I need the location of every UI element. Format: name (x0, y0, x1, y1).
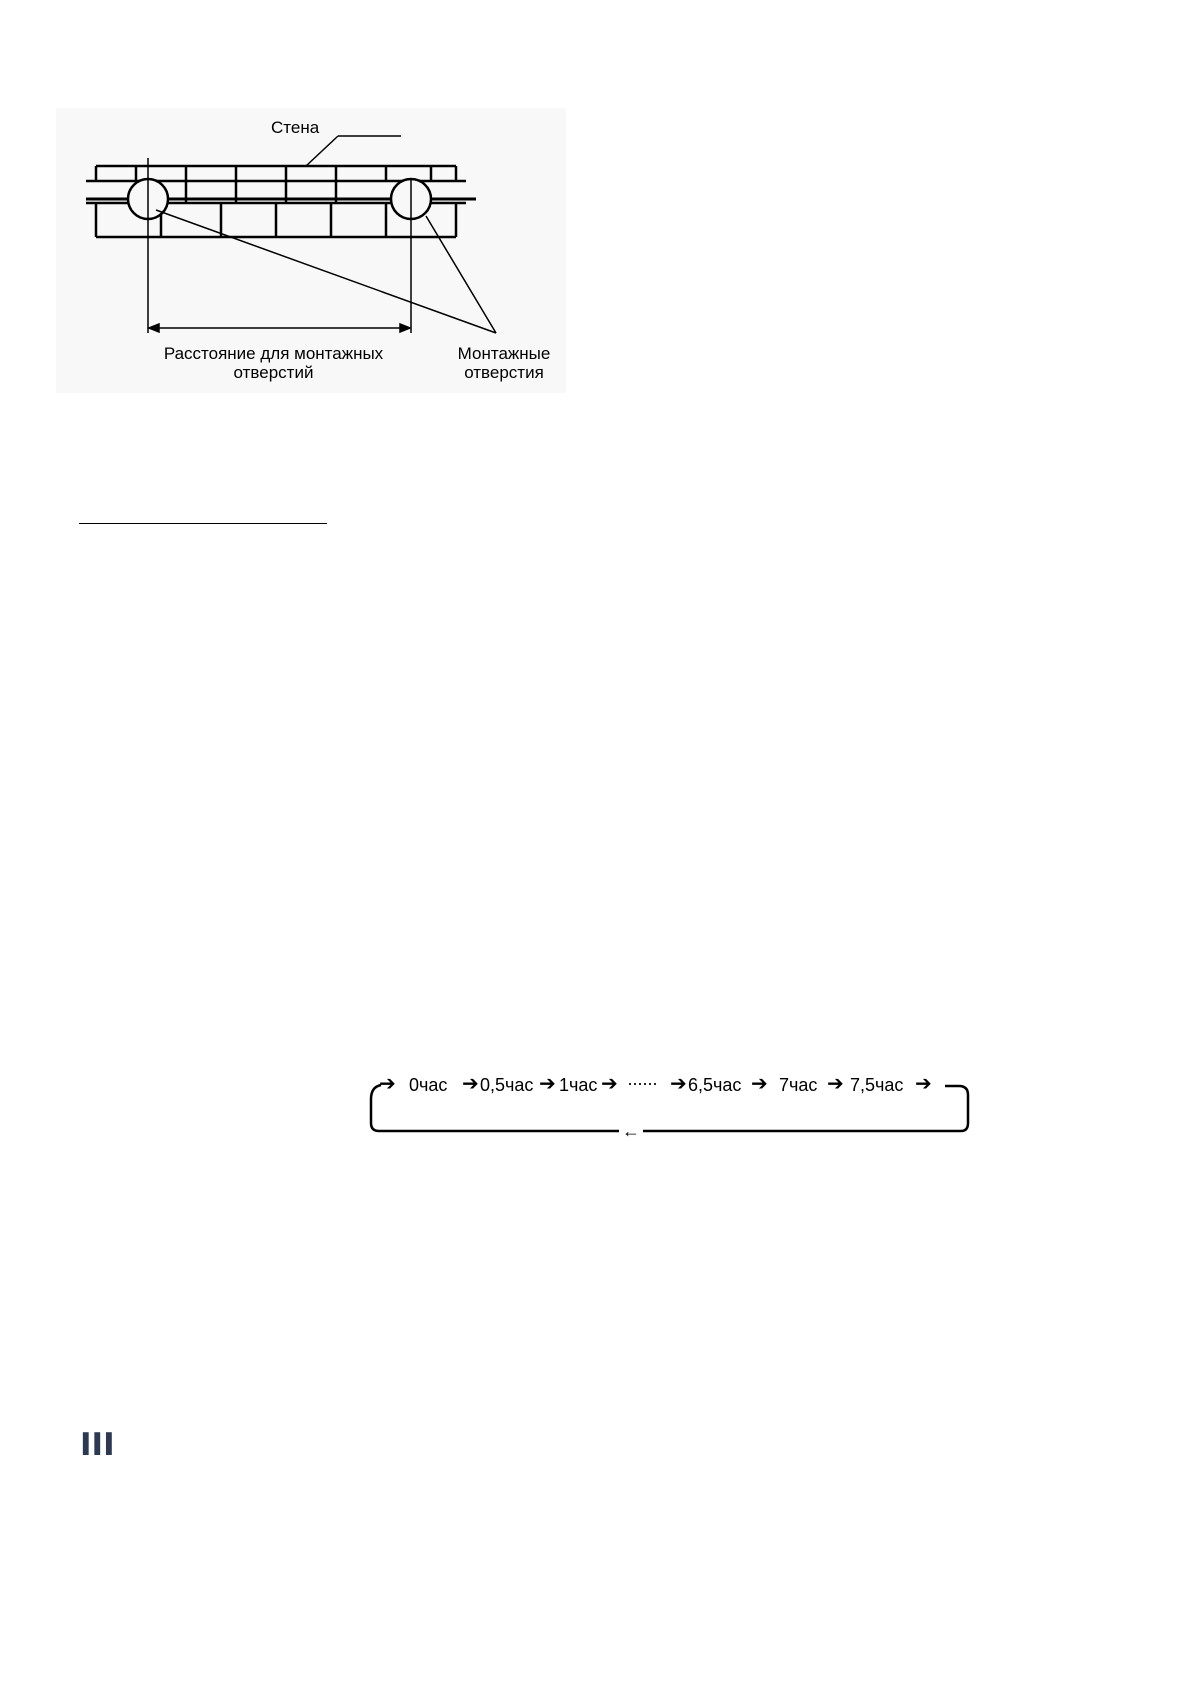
cycle-step: 6,5час (688, 1075, 742, 1095)
cycle-step: 1час (559, 1075, 598, 1095)
timer-cycle-diagram (365, 1065, 975, 1141)
cycle-step: 0час (409, 1075, 448, 1095)
holes-label-line1: Монтажные (457, 344, 551, 363)
holes-label-line2: отверстия (464, 363, 544, 382)
wall-mounting-diagram (56, 108, 566, 393)
right-arrow-icon: ➔ (601, 1073, 618, 1095)
right-arrow-icon: ➔ (827, 1073, 844, 1095)
right-arrow-icon: ➔ (670, 1073, 687, 1095)
cycle-step: 0,5час (480, 1075, 534, 1095)
wall-label: Стена (271, 118, 320, 137)
right-arrow-icon: ➔ (751, 1073, 768, 1095)
right-arrow-icon: ➔ (462, 1073, 479, 1095)
holes-label (449, 344, 559, 382)
distance-label-line1: Расстояние для монтажных (163, 344, 384, 363)
separator-rule (79, 523, 327, 524)
cycle-step: 7час (779, 1075, 818, 1095)
right-arrow-icon: ➔ (539, 1073, 556, 1095)
distance-label (151, 344, 396, 382)
right-arrow-icon: ➔ (379, 1073, 396, 1095)
right-arrow-icon: ➔ (915, 1073, 932, 1095)
distance-label-line2: отверстий (233, 363, 314, 382)
cycle-ellipsis: ······ (627, 1073, 657, 1093)
cycle-step: 7,5час (850, 1075, 904, 1095)
section-numeral: III (80, 1427, 115, 1463)
left-arrow-icon: ← (622, 1121, 640, 1141)
